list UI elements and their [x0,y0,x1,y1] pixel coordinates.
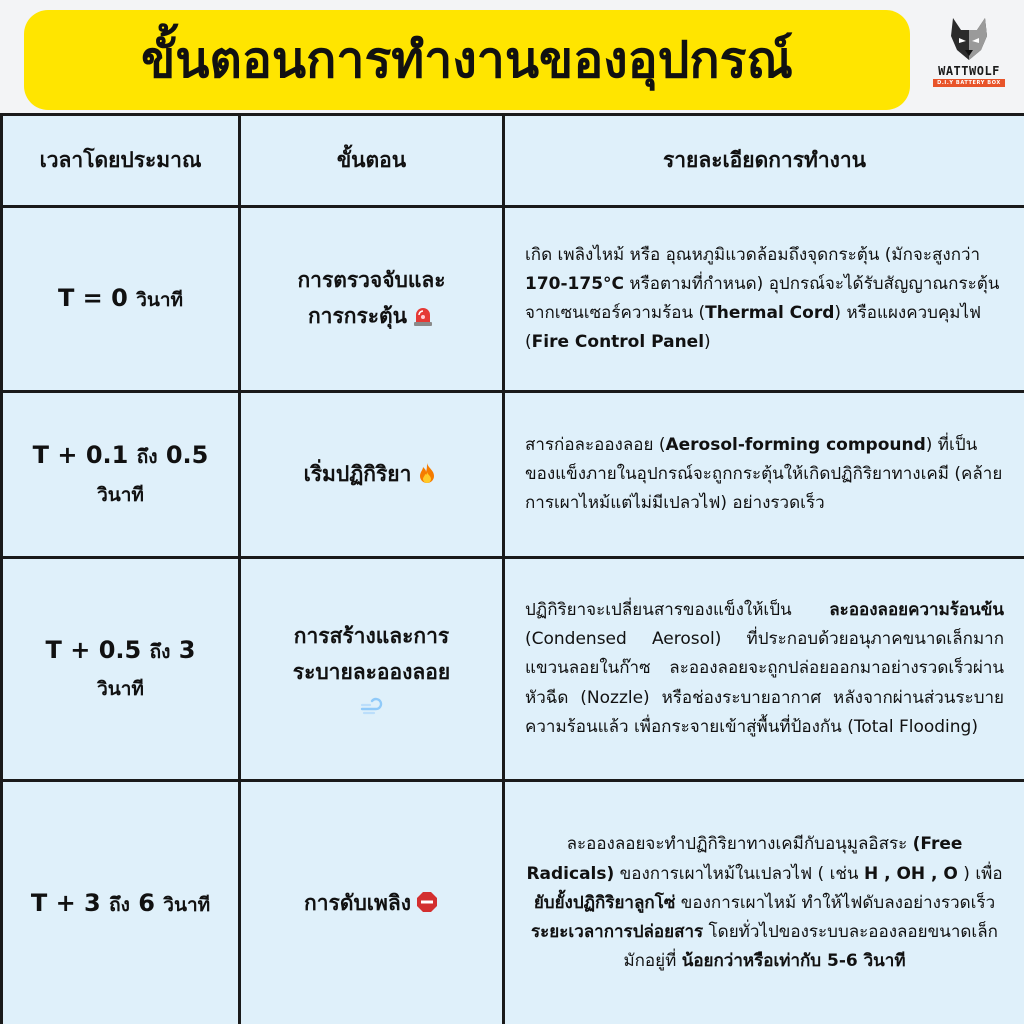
step-label-line1: การตรวจจับและ [297,268,446,293]
detail-text: ของการเผาไหม้ในเปลวไฟ ( เช่น [614,863,864,884]
step-label-line1: การดับเพลิง [304,890,411,915]
detail-bold: Fire Control Panel [531,332,705,353]
table-row [2,781,1024,1024]
detail-bold: (Free Radicals) [526,834,963,884]
detail-bold: ระยะเวลาการปล่อยสาร [531,922,704,943]
dash-icon [360,695,384,719]
wolf-head-icon [947,16,991,62]
detail-bold: น้อยกว่าหรือเท่ากับ 5-6 วินาที [681,951,906,972]
step-label-line2: ระบายละอองลอย [292,660,451,684]
detail-bold: H , OH , O [863,863,958,884]
header-step: ขั้นตอน [240,115,504,207]
stop-sign-icon [415,890,439,914]
step-cell [240,558,504,781]
detail-text: โดยทั่วไปของระบบละอองลอยขนาดเล็กมักอยู่ที่ [623,922,998,972]
time-unit: วินาที [163,893,211,916]
time-value: T + 0.5 [45,635,142,664]
detail-text: ) ที่เป็นของแข็งภายในอุปกรณ์จะถูกกระตุ้นให้เกิดปฏิกิริยาทางเคมี (คล้ายการเผาไหม้แต่ไม่มีเปลวไฟ) อย่างรวดเร็ว [525,434,1003,514]
detail-text: ) [704,332,711,353]
header-time: เวลาโดยประมาณ [2,115,240,207]
step-label-line2: การกระตุ้น [307,304,408,328]
detail-bold: Aerosol-forming compound [665,434,926,455]
time-unit: วินาที [136,289,184,312]
detail-text: (Condensed Aerosol) ที่ประกอบด้วยอนุภาคขนาดเล็กมากแขวนลอยในก๊าซ ละอองลอยจะถูกปล่อยออกมาอย่างรวดเร็วผ่านหัวฉีด (Nozzle) หรือช่องระบายอากาศ หลังจากผ่านส่วนระบายความร้อนแล้ว เพื่อกระจายเข้าสู่พื้นที่ป้องกัน (Total Flooding) [525,629,1004,737]
siren-icon [411,303,435,327]
step-label-line1: เริ่มปฏิกิริยา [303,461,412,486]
step-label-line1: การสร้างและการ [293,624,450,649]
detail-cell [504,781,1024,1024]
time-to: ถึง [109,893,130,916]
header-detail: รายละเอียดการทำงาน [504,115,1024,207]
time-to: ถึง [136,446,158,469]
page-title: ขั้นตอนการทำงานของอุปกรณ์ [141,30,793,89]
time-value-end: 0.5 [165,441,209,470]
logo-tagline: D.I.Y BATTERY BOX [933,79,1005,87]
time-cell [2,392,240,558]
title-banner [24,10,910,110]
brand-logo [922,16,1016,96]
detail-text: เกิด เพลิงไหม้ หรือ อุณหภูมิแวดล้อมถึงจุดกระตุ้น (มักจะสูงกว่า [525,244,981,265]
detail-text: หรือตามที่กำหนด) อุปกรณ์จะได้รับสัญญาณกระตุ้นจากเซนเซอร์ความร้อน ( [525,273,1000,323]
detail-text: ) เพื่อ [957,863,1003,884]
detail-text: ) หรือแผงควบคุมไฟ ( [525,303,982,353]
time-unit: วินาที [97,483,144,506]
detail-bold: ละอองลอยความร้อนข้น [829,599,1004,620]
time-value: T + 0.1 [32,441,129,470]
step-cell [240,781,504,1024]
step-cell [240,392,504,558]
time-cell [2,207,240,392]
detail-bold: 170-175°C [525,273,625,294]
detail-text: สารก่อละอองลอย ( [525,434,666,455]
fire-icon [415,461,439,485]
detail-cell [504,207,1024,392]
time-value: T = 0 [57,284,128,313]
detail-cell [504,392,1024,558]
time-value-end: 3 [178,635,196,664]
table-header-row [2,115,1024,207]
detail-text: ปฏิกิริยาจะเปลี่ยนสารของแข็งให้เป็น [525,599,830,620]
detail-text: ละอองลอยจะทำปฏิกิริยาทางเคมีกับอนุมูลอิสระ [566,834,913,855]
detail-text: ของการเผาไหม้ ทำให้ไฟดับลงอย่างรวดเร็ว [675,892,996,913]
table-row [2,392,1024,558]
table-row [2,207,1024,392]
time-cell [2,558,240,781]
steps-table [0,113,1024,1024]
logo-name: WATTWOLF [938,64,1000,78]
detail-cell [504,558,1024,781]
time-cell [2,781,240,1024]
step-cell [240,207,504,392]
detail-bold: Thermal Cord [705,303,835,323]
time-value-end: 6 [138,888,155,917]
detail-bold: ยับยั้งปฏิกิริยาลูกโซ่ [533,892,676,913]
table-row [2,558,1024,781]
time-unit: วินาที [97,678,144,700]
time-value: T + 3 [30,888,101,917]
time-to: ถึง [149,640,171,663]
